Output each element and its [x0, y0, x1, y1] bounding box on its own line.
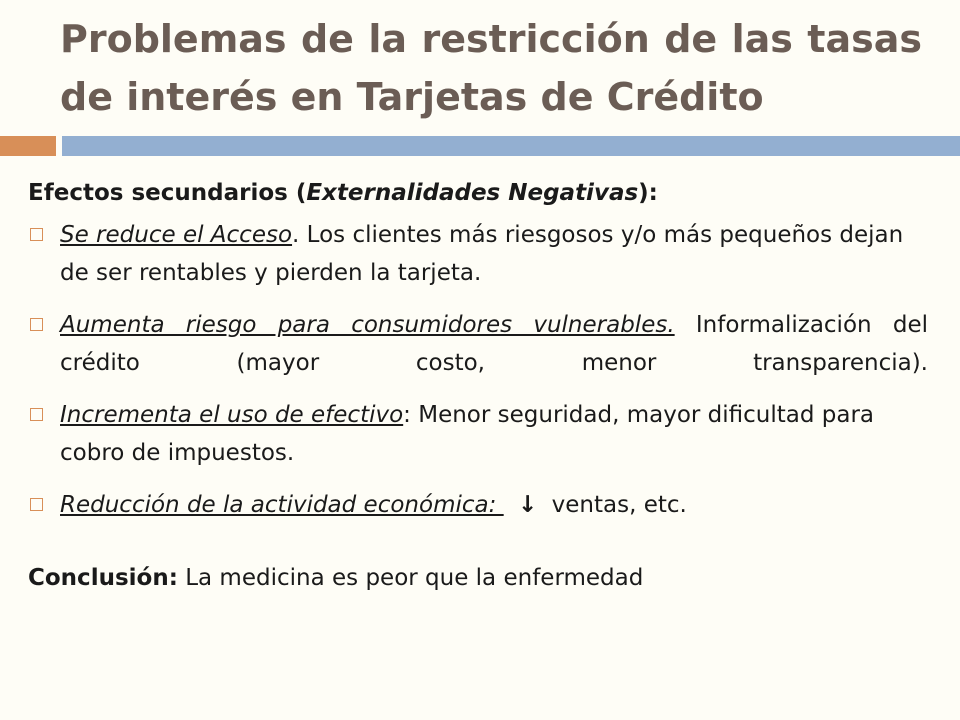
item-lead: Incrementa el uso de efectivo: [60, 402, 404, 428]
heading-emphasis: Externalidades Negativas: [306, 180, 639, 206]
list-item: [28, 306, 928, 382]
item-text: . Los clientes más riesgosos y/o más pequeños dejan de ser rentables y pierden la tarjeta.: [60, 222, 904, 286]
item-lead: Aumenta riesgo para consumidores vulnerables.: [60, 312, 675, 338]
section-heading: [28, 172, 928, 214]
square-bullet-icon: [30, 498, 43, 511]
item-lead: Reducción de la actividad económica:: [60, 492, 504, 518]
item-lead: Se reduce el Acceso: [60, 222, 293, 248]
list-item: [28, 396, 928, 472]
slide-body: [28, 172, 928, 598]
conclusion: [28, 558, 928, 598]
conclusion-text: La medicina es peor que la enfermedad: [177, 565, 644, 591]
square-bullet-icon: [30, 408, 43, 421]
bullet-list: [28, 216, 928, 524]
list-item: [28, 216, 928, 292]
accent-bar-orange: [0, 136, 56, 156]
square-bullet-icon: [30, 228, 43, 241]
list-item: [28, 486, 928, 524]
accent-bar-blue: [62, 136, 960, 156]
heading-suffix: ):: [638, 180, 658, 206]
conclusion-label: Conclusión:: [28, 565, 178, 591]
down-arrow-icon: ↓: [518, 492, 538, 518]
slide-title: Problemas de la restricción de las tasas de interés en Tarjetas de Crédito: [60, 17, 922, 119]
item-text: Informalización del crédito (mayor costo, menor transparencia).: [60, 312, 928, 376]
item-text: ventas, etc.: [551, 492, 687, 518]
square-bullet-icon: [30, 318, 43, 331]
item-text: : Menor seguridad, mayor dificultad para cobro de impuestos.: [60, 402, 875, 466]
heading-prefix: Efectos secundarios (: [28, 180, 307, 206]
